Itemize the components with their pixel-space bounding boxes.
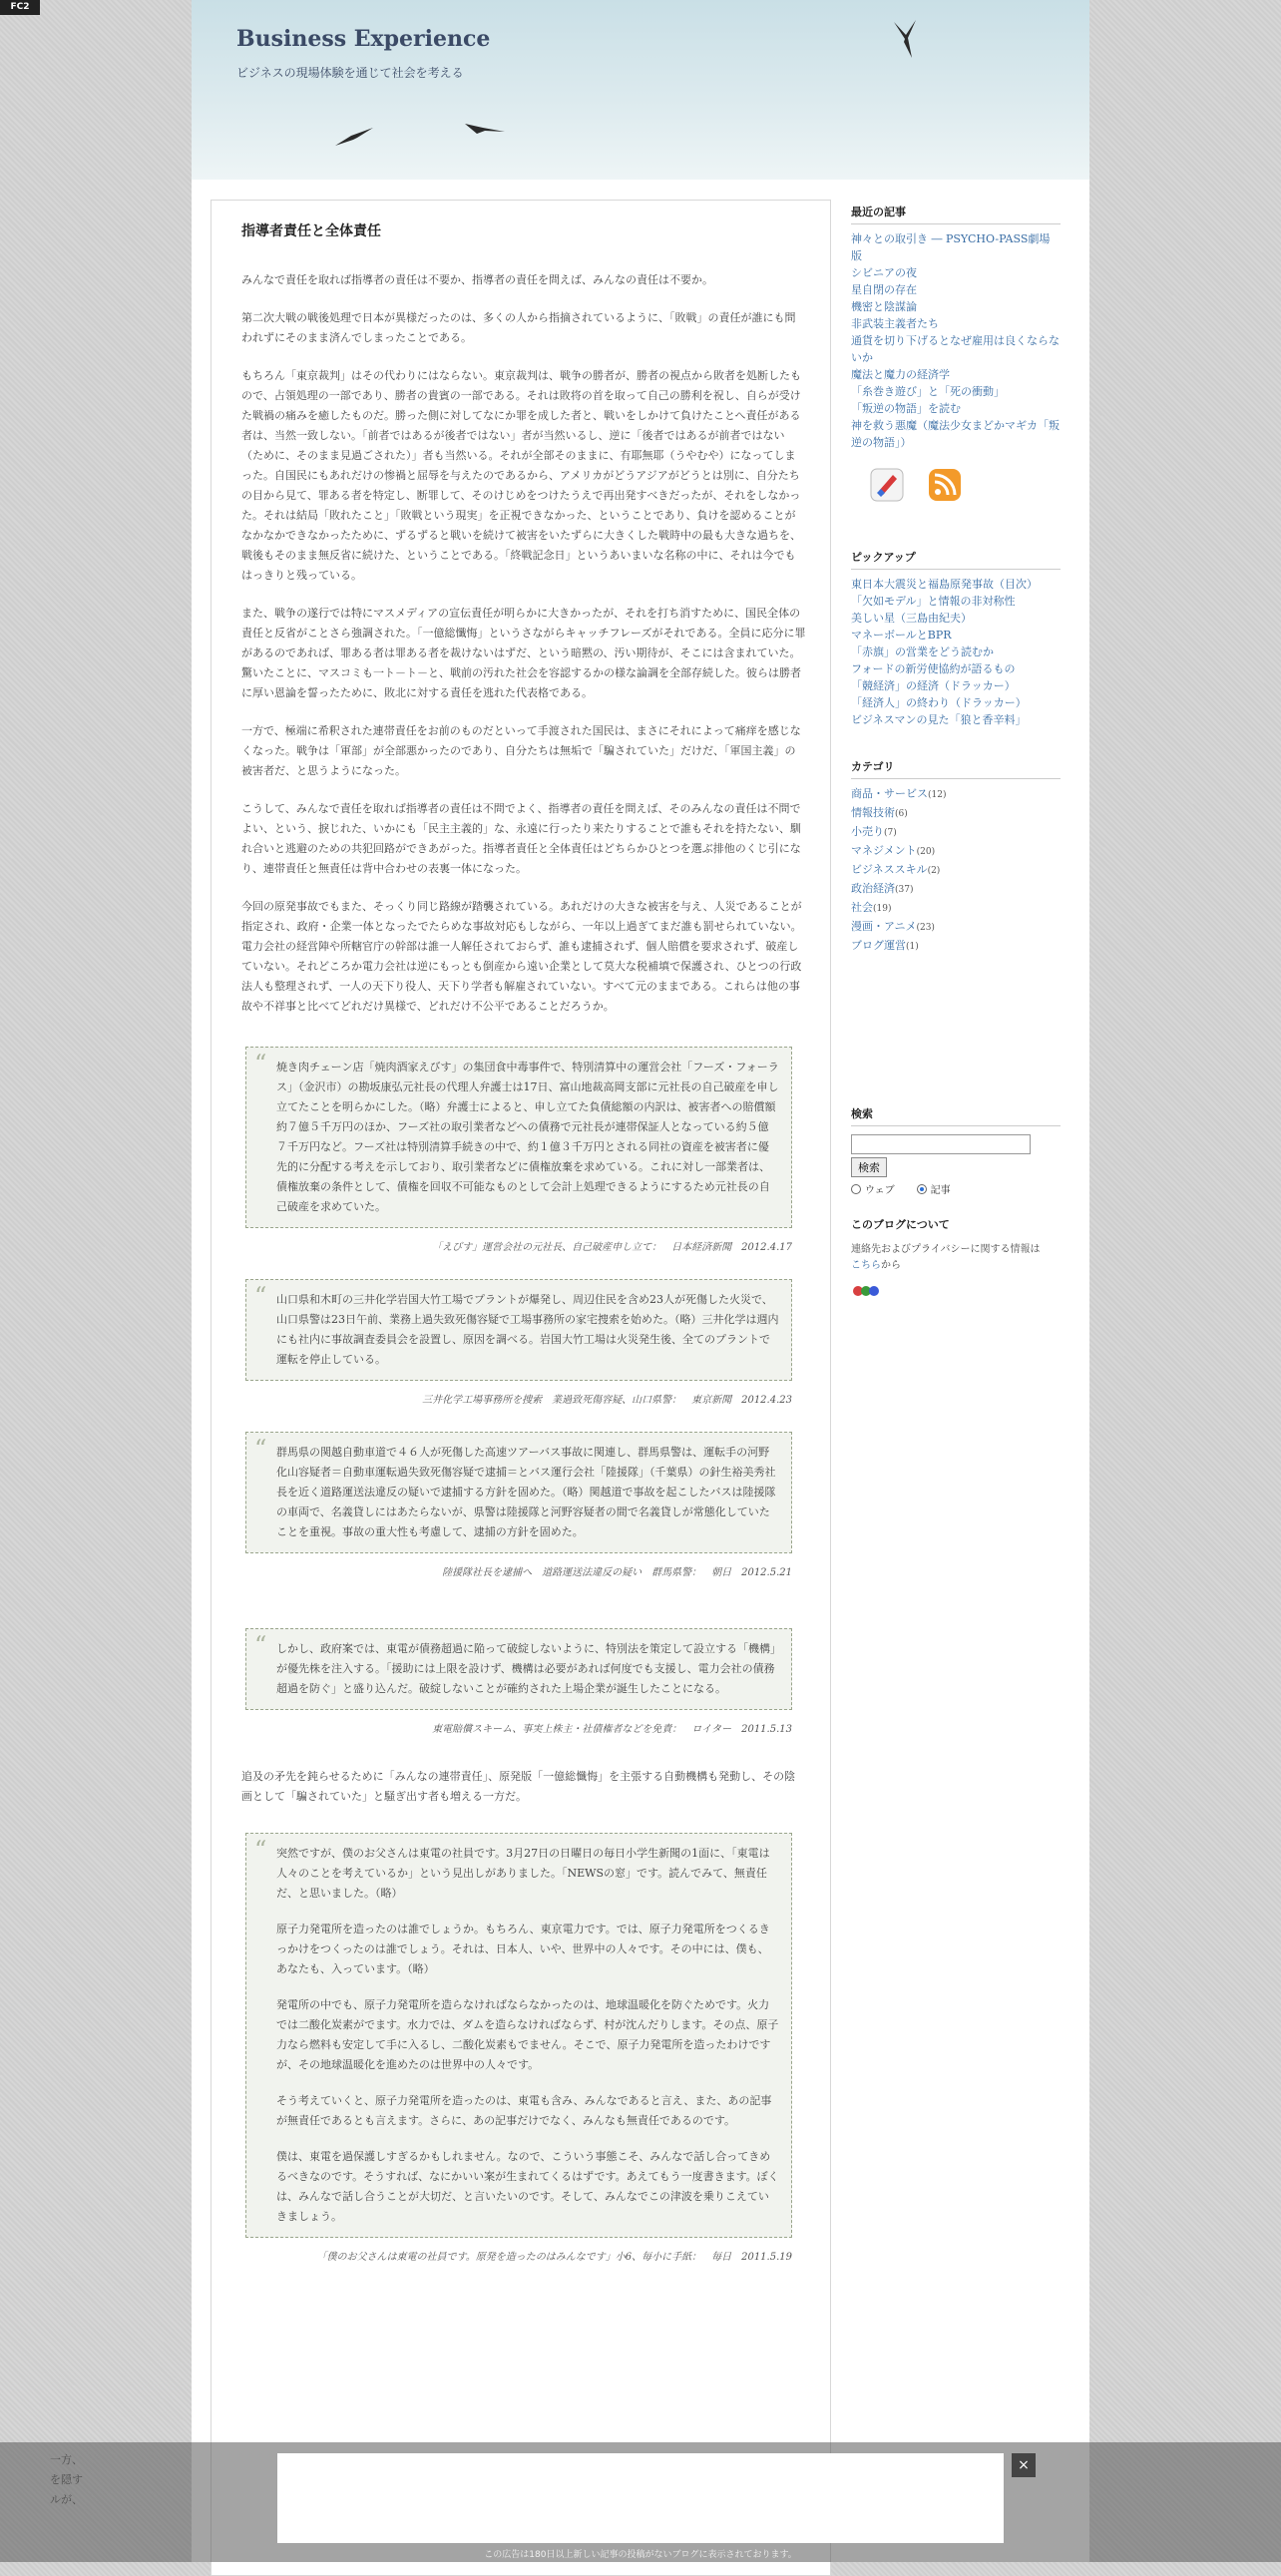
category-item[interactable] — [851, 861, 1061, 880]
blockquote — [245, 1047, 792, 1228]
quote-text: 発電所の中でも、原子力発電所を造らなければならなかったのは、地球温暖化を防ぐためです。火力では二酸化炭素がでます。水力では、ダムを造らなければならず、村が沈んだりします。その点、原子力なら燃料も安定して手に入るし、二酸化炭素もでません。そこで、原子力発電所を造ったわけですが、その地球温暖化を進めたのは世界中の人々です。 — [276, 1998, 779, 2071]
pickup-link[interactable]: マネーボールとBPR — [851, 629, 952, 642]
quote-mark-icon: “ — [254, 1050, 267, 1077]
category-item[interactable] — [851, 899, 1061, 918]
category-item[interactable] — [851, 937, 1061, 956]
search-input[interactable] — [851, 1134, 1031, 1154]
recent-post-link[interactable]: 魔法と魔力の経済学 — [851, 368, 950, 381]
fc2-badge[interactable]: FC2 — [0, 0, 40, 15]
category-link[interactable]: 政治経済 — [851, 882, 895, 895]
article-paragraph: みんなで責任を取れば指導者の責任は不要か、指導者の責任を問えば、みんなの責任は不要か。 — [241, 273, 713, 286]
category-link[interactable]: ブログ運営 — [851, 939, 906, 952]
article-paragraph: 今回の原発事故でもまた、そっくり同じ路線が踏襲されている。あれだけの大きな被害を与え、人災であることが指定され、政府・企業一体となったでたらめな事故対応もしながら、一年以上過ぎてまだ誰も罰せられていない。電力会社の経営陣や所轄官庁の幹部は誰一人解任されておらず、誰も逮捕されず、個人賠償を要求されず、破産していない。それどころか電力会社は逆にもっとも倒産から遠い企業として莫大な税補填で保護され、ひとつの行政法人も整理されず、一人の天下り役人、天下り学者も解雇されていない。すべて元のままである。これらは他の事故や不祥事と比べてどれだけ異様で、どれだけ不公平であることだろうか。 — [241, 900, 802, 1013]
pickup-link[interactable]: 「欠如モデル」と情報の非対称性 — [851, 595, 1016, 608]
category-link[interactable]: 小売り — [851, 825, 884, 838]
category-link[interactable]: 商品・サービス — [851, 787, 928, 800]
recent-posts-heading: 最近の記事 — [851, 204, 1061, 224]
rss-feed-icon[interactable] — [925, 465, 965, 505]
article-paragraph: 追及の矛先を鈍らせるために「みんなの連帯責任」、原発版「一億総懺悔」を主張する自動機構も発動し、その陰画として「騙されていた」と騒ぎ出す者も増える一方だ。 — [241, 1770, 796, 1803]
recent-post-link[interactable]: 神々との取引き ― PSYCHO-PASS劇場版 — [851, 232, 1051, 262]
feed-icons — [867, 465, 1061, 505]
quote-citation: 「えびす」運営会社の元社長、自己破産申し立て： 日本経済新聞 2012.4.17 — [432, 1242, 792, 1253]
search-scope — [851, 1181, 1061, 1196]
quote-mark-icon: “ — [254, 1836, 267, 1864]
category-count: (7) — [884, 828, 897, 838]
quote-text: 焼き肉チェーン店「焼肉酒家えびす」の集団食中毒事件で、特別清算中の運営会社「フーズ・フォーラス」（金沢市）の勘坂康弘元社長の代理人弁護士は17日、富山地裁高岡支部に元社長の自己破産を申し立てたことを明らかにした。（略）弁護士によると、申し立てた負債総額の内訳は、被害者への賠償額約７億５千万円のほか、フーズ社の取引業者などへの債務で元社長が連帯保証人となっている約５億７千万円など。フーズ社は特別清算手続きの中で、約１億３千万円とされる同社の資産を被害者に優先的に分配する考えを示しており、取引業者などに債権放棄を求めている。これに対し一部業者は、債権放棄の条件として、債権を回収不可能なものとして会計上処理できるようにするため元社長の自己破産を求めていた。 — [276, 1061, 779, 1213]
article-paragraph: また、戦争の遂行では特にマスメディアの宣伝責任が明らかに大きかったが、それを打ち消すために、国民全体の責任と反省がことさら強調された。「一億総懺悔」というさながらキャッチフレーズがそれである。全員に応分に罪があるのであれば、罪ある者は罪ある者を裁けないはずだ、という暗黙の、汚い期待が、そこには含まれていた。驚いたことに、マスコミも一ト－ト－と、戦前の汚れた社会を容認するかの様な論調を全部存続した。彼らは勝者に厚い恩論を誓ったために、敗北に対する責任を逃れた代表格である。 — [241, 607, 806, 699]
category-item[interactable] — [851, 880, 1061, 899]
blockquote — [245, 1833, 792, 2238]
ad-banner[interactable] — [277, 2453, 1004, 2543]
recent-post-link[interactable]: 神を救う悪魔（魔法少女まどかマギカ「叛逆の物語」） — [851, 419, 1060, 449]
quote-mark-icon: “ — [254, 1282, 267, 1310]
category-list — [851, 785, 1061, 956]
ad-notice: この広告は180日以上新しい記事の投稿がないブログに表示されております。 — [484, 2550, 797, 2560]
about-suffix: から — [881, 1260, 901, 1271]
quote-citation: 陸援隊社長を逮捕へ 道路運送法違反の疑い 群馬県警： 朝日 2012.5.21 — [442, 1567, 792, 1578]
radio-web[interactable] — [851, 1184, 861, 1194]
community-icon[interactable] — [851, 1282, 881, 1300]
bird-icon — [890, 18, 920, 60]
quote-text: しかし、政府案では、東電が債務超過に陥って破綻しないように、特別法を策定して設立する「機構」が優先株を注入する。「援助には上限を設けず、機構は必要があれば何度でも支援し、電力会社の債務超過を防ぐ」と盛り込んだ。破綻しないことが確約された上場企業が誕生したことになる。 — [276, 1642, 776, 1695]
quote-text: 僕は、東電を過保護しすぎるかもしれません。なので、こういう事態こそ、みんなで話し合ってきめるべきなのです。そうすれば、なにかいい案が生まれてくるはずです。あえてもう一度書きます。ぼくは、みんなで話し合うことが大切だ、と言いたいのです。そして、みんなでこの津波を乗りこえていきましょう。 — [276, 2150, 779, 2223]
pickup-link[interactable]: 美しい星（三島由紀夫） — [851, 612, 972, 625]
sidebar — [851, 204, 1061, 1304]
main-content — [211, 200, 831, 2576]
recent-post-link[interactable]: シビニアの夜 — [851, 266, 917, 279]
category-item[interactable] — [851, 842, 1061, 861]
quote-mark-icon: “ — [254, 1435, 267, 1463]
search-heading: 検索 — [851, 1105, 1061, 1126]
blockquote — [245, 1279, 792, 1381]
pickup-link[interactable]: 「赤旗」の営業をどう読むか — [851, 645, 994, 658]
category-item[interactable] — [851, 918, 1061, 937]
recent-post-link[interactable]: 通貨を切り下げるとなぜ雇用は良くならないか — [851, 334, 1060, 364]
category-count: (1) — [906, 942, 919, 952]
bird-icon — [463, 120, 507, 138]
about-heading: このブログについて — [851, 1218, 950, 1231]
category-count: (37) — [895, 885, 914, 895]
quote-citation: 三井化学工場事務所を捜索 業過致死傷容疑、山口県警： 東京新聞 2012.4.23 — [422, 1395, 792, 1406]
site-description: ビジネスの現場体験を通じて社会を考える — [236, 66, 464, 80]
category-count: (12) — [928, 790, 947, 800]
quote-text: 原子力発電所を造ったのは誰でしょうか。もちろん、東京電力です。では、原子力発電所をつくるきっかけをつくったのは誰でしょう。それは、日本人、いや、世界中の人々です。その中には、僕も、あなたも、入っています。（略） — [276, 1923, 770, 1975]
radio-article[interactable] — [917, 1184, 927, 1194]
category-link[interactable]: ビジネススキル — [851, 863, 928, 876]
category-count: (19) — [873, 904, 892, 914]
category-link[interactable]: マネジメント — [851, 844, 917, 857]
article-paragraph: 一方で、極端に希釈された連帯責任をお前のものだといって手渡された国民は、まさにそれによって痛痒を感じなくなった。戦争は「軍部」が全部悪かったのであり、自分たちは無垢で「騙されていた」だけだ、「軍国主義」の被害者だ、と思うようになった。 — [241, 724, 801, 777]
category-item[interactable] — [851, 804, 1061, 823]
category-count: (6) — [895, 809, 908, 819]
recent-post-link[interactable]: 「糸巻き遊び」と「死の衝動」 — [851, 385, 1005, 398]
pickup-link[interactable]: 「競経済」の経済（ドラッカー） — [851, 679, 1016, 692]
article-paragraph: こうして、みんなで責任を取れば指導者の責任は不問でよく、指導者の責任を問えば、そのみんなの責任は不問でよい、という、捩じれた、いかにも「民主主義的」な、永遠に行ったり来たりすることで誰もそれを持たない、馴れ合いと逃避のための共犯回路ができあがった。指導者責任と全体責任はどちらかひとつを選ぶ排他のくじ引になり、連帯責任と無責任は背中合わせの表裏一体になった。 — [241, 802, 801, 875]
category-item[interactable] — [851, 823, 1061, 842]
search-button[interactable]: 検索 — [851, 1157, 887, 1177]
quote-citation: 「僕のお父さんは東電の社員です。原発を造ったのはみんなです」小6、毎小に手紙： 毎日 2011.5.19 — [316, 2252, 792, 2263]
recent-posts-list — [851, 230, 1061, 451]
about-link[interactable]: こちら — [851, 1260, 881, 1271]
pickup-list — [851, 576, 1061, 728]
bird-icon — [333, 126, 375, 148]
recent-post-link[interactable]: 「叛逆の物語」を読む — [851, 402, 961, 415]
page-wrapper — [192, 0, 1089, 2562]
about-text: 連絡先およびプライバシーに関する情報は — [851, 1244, 1041, 1255]
quote-citation: 東電賠償スキーム、事実上株主・社債権者などを免責： ロイター 2011.5.13 — [432, 1724, 792, 1735]
radio-article-label: 記事 — [930, 1185, 951, 1196]
quote-text: 群馬県の関越自動車道で４６人が死傷した高速ツアーバス事故に関連し、群馬県警は、運転手の河野化山容疑者＝自動車運転過失致死傷容疑で逮捕＝とバス運行会社「陸援隊」（千葉県）の針生裕美秀社長を近く道路運送法違反の疑いで逮捕する方針を固めた。（略）関越道で事故を起こしたバスは陸援隊の車両で、名義貸しにはあたらないが、県警は陸援隊と河野容疑者の間で名義貸しが常態化していたことを重視。事故の重大性も考慮して、逮捕の方針を固めた。 — [276, 1446, 776, 1538]
category-count: (23) — [916, 923, 935, 933]
category-link[interactable]: 漫画・アニメ — [851, 920, 917, 933]
pickup-link[interactable]: ビジネスマンの見た「狼と香辛料」 — [851, 713, 1027, 726]
atom-feed-icon[interactable] — [867, 465, 907, 505]
quote-mark-icon: “ — [254, 1631, 267, 1659]
article-title[interactable]: 指導者責任と全体責任 — [241, 223, 381, 239]
category-heading: カテゴリ — [851, 758, 1061, 779]
article — [231, 220, 806, 2289]
article-paragraph: 第二次大戦の戦後処理で日本が異様だったのは、多くの人から指摘されているように、「敗戦」の責任が誰にも問われずにそのまま済んでしまったことである。 — [241, 311, 796, 344]
pickup-link[interactable]: 「経済人」の終わり（ドラッカー） — [851, 696, 1027, 709]
recent-post-link[interactable]: 機密と陰謀論 — [851, 300, 917, 313]
site-header — [192, 0, 1089, 180]
quote-text: そう考えていくと、原子力発電所を造ったのは、東電も含み、みんなであると言え、また、あの記事が無責任であるとも言えます。さらに、あの記事だけでなく、みんなも無責任であるのです。 — [276, 2094, 772, 2127]
radio-web-label: ウェブ — [865, 1185, 895, 1196]
category-link[interactable]: 情報技術 — [851, 806, 895, 819]
quote-text: 突然ですが、僕のお父さんは東電の社員です。3月27日の日曜日の毎日小学生新聞の1面に、「東電は人々のことを考えているか」という見出しがありました。「NEWSの窓」です。読んでみて、無責任だ、と思いました。（略） — [276, 1847, 770, 1900]
pickup-link[interactable]: 東日本大震災と福島原発事故（目次） — [851, 578, 1038, 591]
category-item[interactable] — [851, 785, 1061, 804]
recent-post-link[interactable]: 非武装主義者たち — [851, 317, 939, 330]
category-count: (20) — [916, 847, 936, 857]
quote-text: 山口県和木町の三井化学岩国大竹工場でプラントが爆発し、周辺住民を含め23人が死傷した火災で、山口県警は23日午前、業務上過失致死傷容疑で工場事務所の家宅捜索を始めた。（略）三井化学は週内にも社内に事故調査委員会を設置し、原因を調べる。岩国大竹工場は火災発生後、全てのプラントで運転を停止している。 — [276, 1293, 779, 1366]
recent-post-link[interactable]: 星自閉の存在 — [851, 283, 917, 296]
blockquote — [245, 1628, 792, 1710]
pickup-link[interactable]: フォードの新労使協約が語るもの — [851, 662, 1016, 675]
article-paragraph: もちろん「東京裁判」はその代わりにはならない。東京裁判は、戦争の勝者が、勝者の視点から敗者を処断したもので、占領処理の一部であり、勝者の貴賓の一部である。それは敗将の首を取って自己の勝利を祝し、自らが受けた戦禍の痛みを癒したものだ。勝った側に対してなにか罪を成した者と、戦いをしかけて負けたことへ責任がある者は、当然一致しない。「前者ではあるが後者ではない」者が当然いるし、逆に「後者ではあるが前者ではない（ために、そのまま見過ごされた）」者も当然いる。それが全部そのままに、有耶無耶（うやむや）になってしまった。自国民にもあれだけの惨禍と屈辱を与えたのであるから、アメリカがどうアジアがどうとは別に、自分たちの目から見て、罪ある者を特定し、断罪して、そのけじめをつけたうえで再出発すべきだったが、それをしなかった。それは結局「敗れたこと」「敗戦という現実」を正視できなかった、ということであり、負けを認めることがなかなかできなかったために、ずるずると戦いを続けて被害をいたずらに大きくした戦時中の最も大きな過ちを、戦後もそのまま無反省に続けた、ということである。「終戦記念日」というあいまいな名称の中に、それは今でもはっきりと残っている。 — [241, 369, 801, 582]
blockquote — [245, 1432, 792, 1553]
site-title[interactable]: Business Experience — [236, 26, 491, 52]
category-count: (2) — [927, 866, 941, 876]
pickup-heading: ピックアップ — [851, 549, 1061, 570]
category-link[interactable]: 社会 — [851, 901, 873, 914]
close-ad-button[interactable]: × — [1012, 2453, 1036, 2477]
